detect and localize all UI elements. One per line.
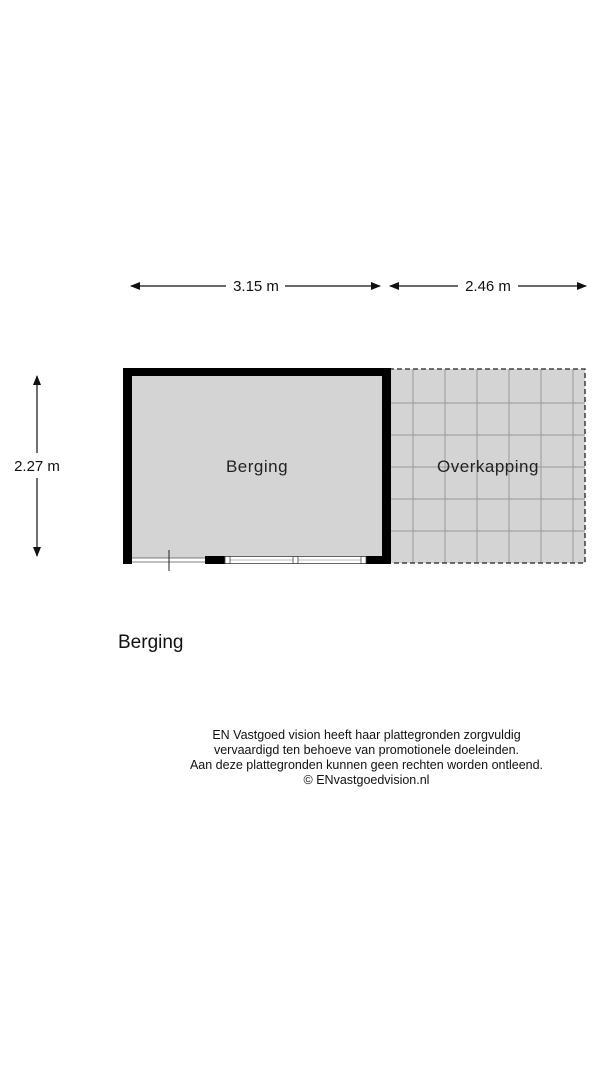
disclaimer-line: EN Vastgoed vision heeft haar plattegronden zorgvuldig <box>212 728 521 742</box>
dimension-label-width-left: 3.15 m <box>233 278 279 295</box>
window-element <box>225 557 366 564</box>
room-label-canopy: Overkapping <box>437 457 539 476</box>
dimension-width-left <box>131 278 380 295</box>
floor-title: Berging <box>118 632 184 653</box>
disclaimer-line: vervaardigd ten behoeve van promotionele doeleinden. <box>213 743 520 757</box>
dimension-width-right <box>390 278 586 295</box>
dimension-height <box>14 376 60 556</box>
dimension-label-width-right: 2.46 m <box>465 278 511 295</box>
dimension-label-height: 2.27 m <box>14 458 60 475</box>
room-label-storage: Berging <box>225 457 289 476</box>
copyright-line: © ENvastgoedvision.nl <box>303 773 430 787</box>
disclaimer-line: Aan deze plattegronden kunnen geen rechten worden ontleend. <box>189 758 544 772</box>
disclaimer <box>0 728 600 788</box>
